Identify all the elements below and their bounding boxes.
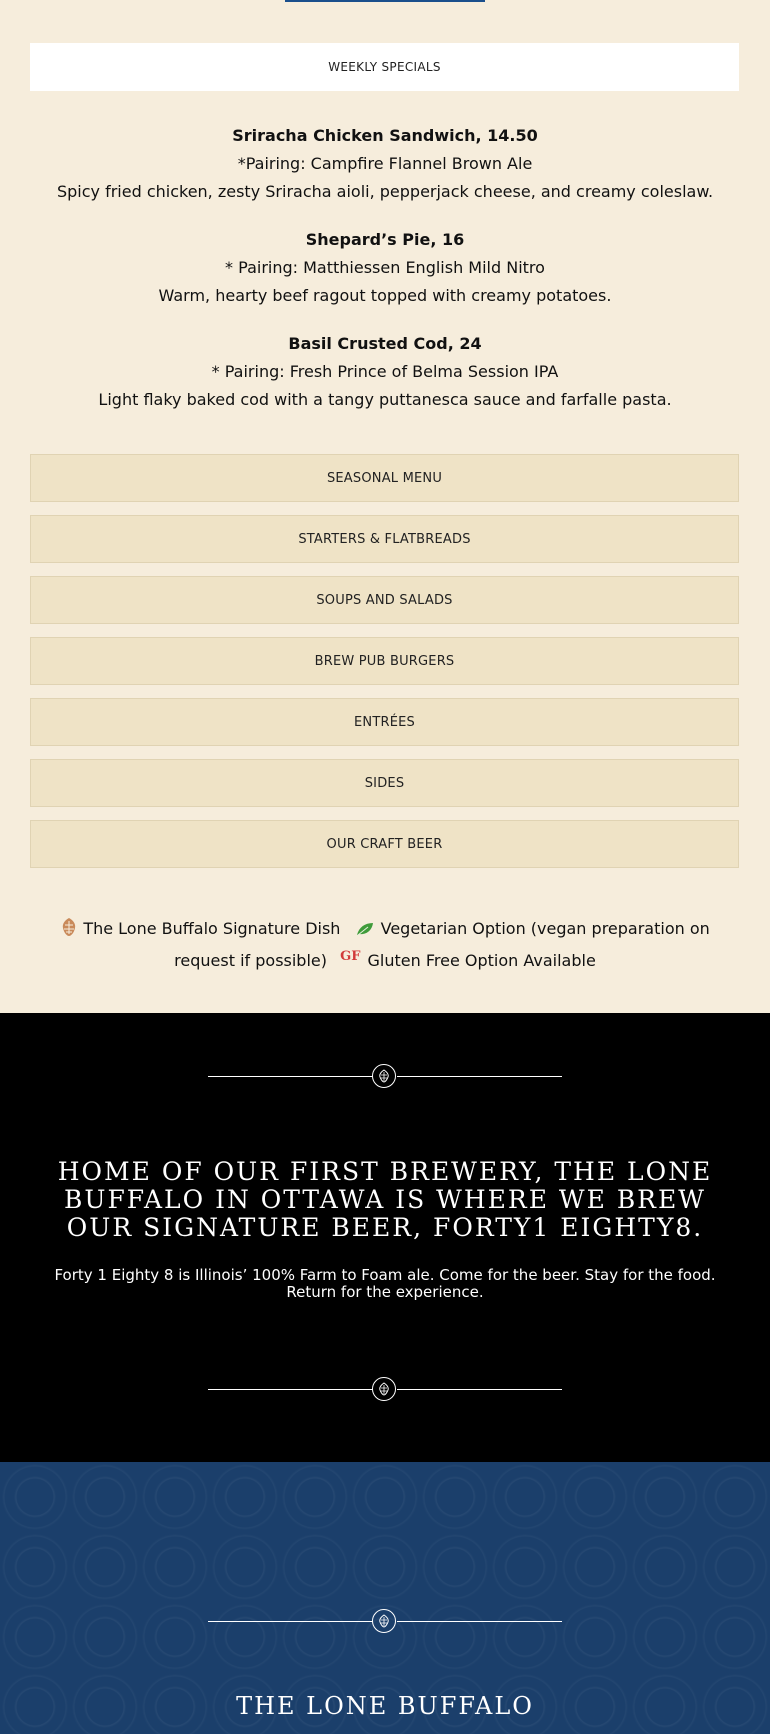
special-item [0,330,770,414]
menu-tab-starters[interactable]: STARTERS & FLATBREADS [30,515,739,563]
special-item [0,226,770,310]
special-description: Warm, hearty beef ragout topped with creamy potatoes. [158,286,612,305]
hop-badge-icon [372,1064,396,1088]
special-pairing: * Pairing: Fresh Prince of Belma Session IPA [211,362,559,381]
legend-vegetarian: Vegetarian Option (vegan preparation on request if possible) [174,919,710,970]
menu-tab-sides[interactable]: SIDES [30,759,739,807]
legend-gluten-free: Gluten Free Option Available [367,951,596,970]
menu-tab-burgers[interactable]: BREW PUB BURGERS [30,637,739,685]
hop-badge-icon [372,1609,396,1633]
weekly-specials-list [0,122,770,434]
hop-badge-icon [372,1377,396,1401]
special-description: Spicy fried chicken, zesty Sriracha aioli, pepperjack cheese, and creamy coleslaw. [56,182,714,201]
special-pairing: * Pairing: Matthiessen English Mild Nitro [225,258,545,277]
special-pairing: *Pairing: Campfire Flannel Brown Ale [237,154,533,173]
menu-tab-seasonal[interactable]: SEASONAL MENU [30,454,739,502]
hop-divider [208,1377,562,1403]
footer-section [0,1462,770,1734]
special-item [0,122,770,206]
leaf-icon [356,917,374,931]
about-section [0,1013,770,1462]
hop-divider [208,1609,562,1635]
special-name: Shepard’s Pie, 16 [305,230,465,249]
legend-signature: The Lone Buffalo Signature Dish [83,919,341,938]
about-body: Forty 1 Eighty 8 is Illinois’ 100% Farm to Foam ale. Come for the beer. Stay for the food. Return for the experience. [54,1266,716,1301]
weekly-specials-tab[interactable]: WEEKLY SPECIALS [30,43,739,91]
hop-divider [208,1064,562,1090]
menu-tab-soups-salads[interactable]: SOUPS AND SALADS [30,576,739,624]
about-headline: HOME OF OUR FIRST BREWERY, THE LONE BUFFALO IN OTTAWA IS WHERE WE BREW OUR SIGNATURE BEER, FORTY1 EIGHTY8. [57,1157,713,1242]
special-description: Light flaky baked cod with a tangy puttanesca sauce and farfalle pasta. [98,390,672,409]
menu-tab-craft-beer[interactable]: OUR CRAFT BEER [30,820,739,868]
menu-tab-entrees[interactable]: ENTRÉES [30,698,739,746]
special-name: Basil Crusted Cod, 24 [288,334,482,353]
menu-legend [30,915,740,975]
menu-accordion [30,454,739,881]
footer-brand: THE LONE BUFFALO [236,1692,534,1720]
gf-icon: GF [340,949,361,964]
hop-icon [60,917,78,937]
special-name: Sriracha Chicken Sandwich, 14.50 [232,126,538,145]
